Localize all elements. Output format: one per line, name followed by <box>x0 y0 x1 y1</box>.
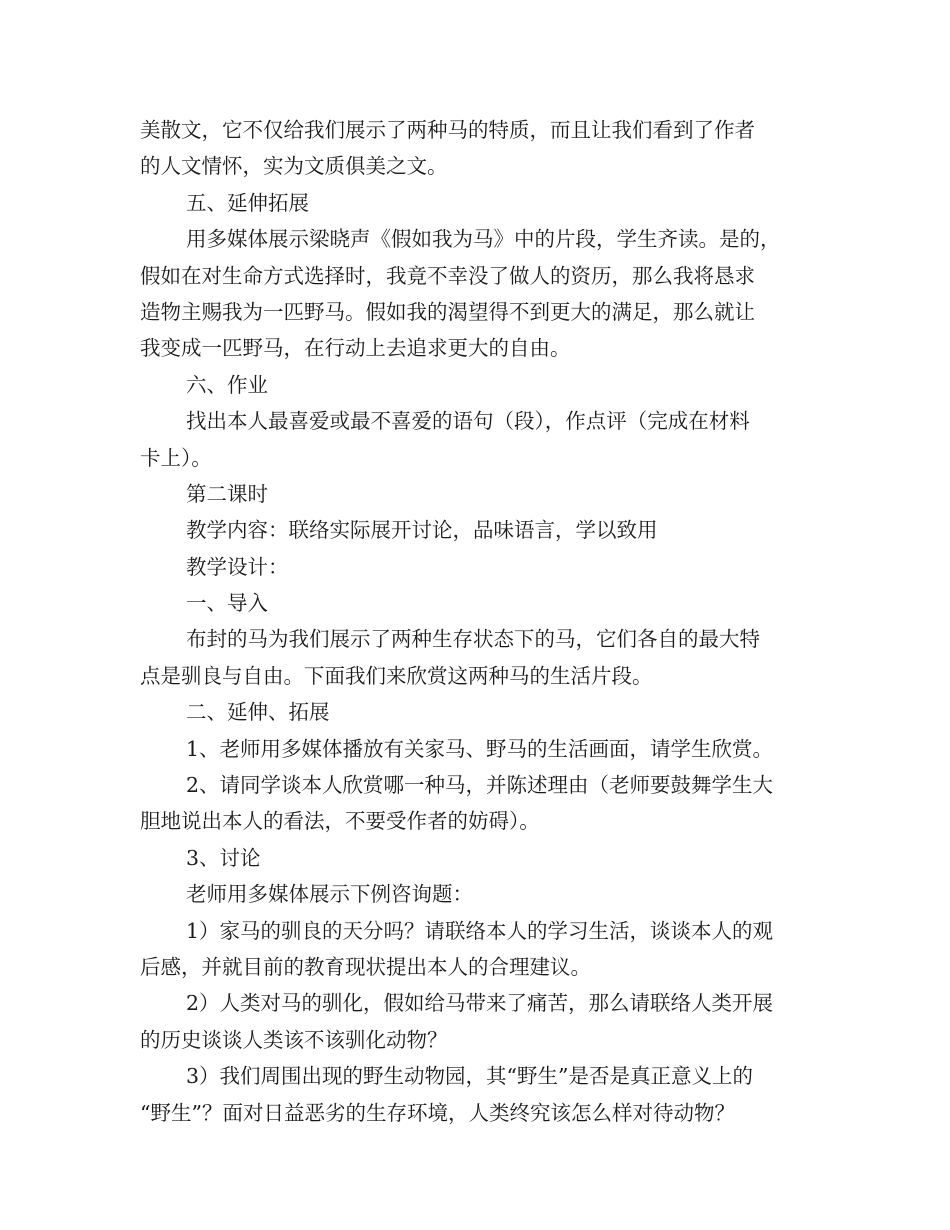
question-item: 2）人类对马的驯化，假如给马带来了痛苦，那么请联络人类开展 <box>186 991 774 1016</box>
text-line: 我变成一匹野马，在行动上去追求更大的自由。 <box>140 336 571 361</box>
question-item: 1）家马的驯良的天分吗？请联络本人的学习生活，谈谈本人的观 <box>186 918 774 943</box>
text-line: 布封的马为我们展示了两种生存状态下的马，它们各自的最大特 <box>186 627 760 652</box>
text-line: 后感，并就目前的教育现状提出本人的合理建议。 <box>140 954 591 979</box>
text-line: 教学内容：联络实际展开讨论，品味语言，学以致用 <box>186 518 658 543</box>
text-line: 卡上）。 <box>140 445 212 470</box>
section-heading: 第二课时 <box>186 481 268 506</box>
text-line: 的人文情怀，实为文质俱美之文。 <box>140 154 448 179</box>
text-line: 点是驯良与自由。下面我们来欣赏这两种马的生活片段。 <box>140 663 653 688</box>
list-item: 1、老师用多媒体播放有关家马、野马的生活画面，请学生欣赏。 <box>186 736 774 761</box>
text-line: 美散文，它不仅给我们展示了两种马的特质，而且让我们看到了作者 <box>140 118 755 142</box>
list-item: 2、请同学谈本人欣赏哪一种马，并陈述理由（老师要鼓舞学生大 <box>186 773 774 798</box>
text-line: 用多媒体展示梁晓声《假如我为马》中的片段，学生齐读。是的， <box>186 227 781 252</box>
document-page <box>140 112 815 1131</box>
text-line: 老师用多媒体展示下例咨询题： <box>186 882 473 907</box>
text-line: 找出本人最喜爱或最不喜爱的语句（段），作点评（完成在材料 <box>186 409 750 434</box>
text-line: 造物主赐我为一匹野马。假如我的渴望得不到更大的满足，那么就让 <box>140 299 755 324</box>
question-item: 3）我们周围出现的野生动物园，其“野生”是否是真正意义上的 <box>186 1064 754 1089</box>
section-heading: 一、导入 <box>186 591 268 616</box>
text-line: 的历史谈谈人类该不该驯化动物？ <box>140 1027 448 1052</box>
list-item: 3、讨论 <box>186 845 261 870</box>
section-heading: 五、延伸拓展 <box>186 190 309 215</box>
text-line: 胆地说出本人的看法，不要受作者的妨碍）。 <box>140 809 540 834</box>
text-line: 教学设计： <box>186 554 289 579</box>
text-line: “野生”？面对日益恶劣的生存环境，人类终究该怎么样对待动物？ <box>140 1100 735 1125</box>
text-line: 假如在对生命方式选择时，我竟不幸没了做人的资历，那么我将恳求 <box>140 263 755 288</box>
section-heading: 二、延伸、拓展 <box>186 700 330 725</box>
section-heading: 六、作业 <box>186 372 268 397</box>
